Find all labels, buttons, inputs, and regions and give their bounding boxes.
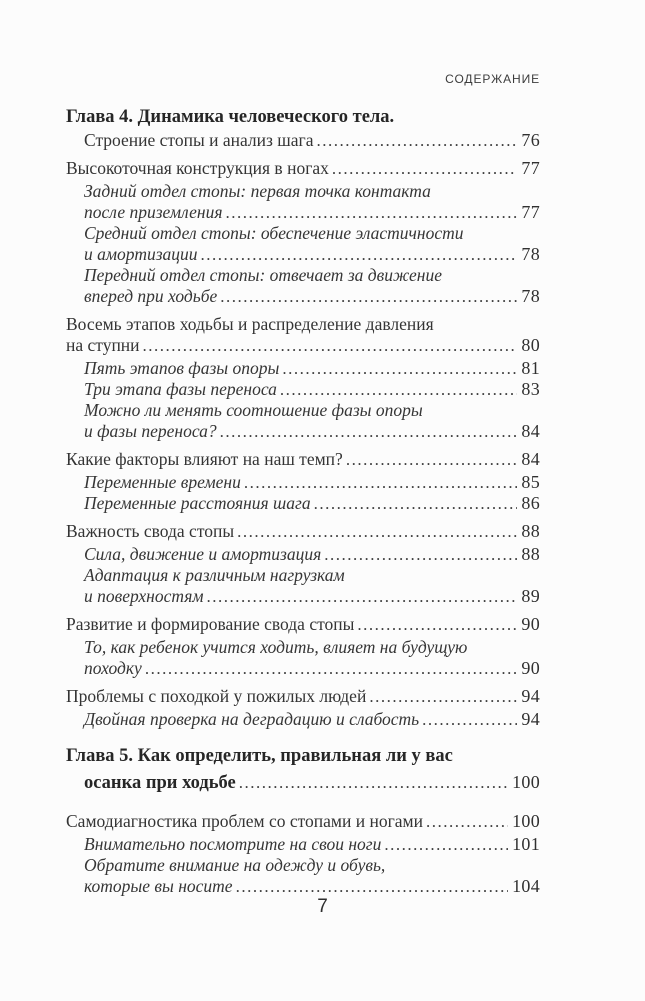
toc-entry	[66, 811, 540, 832]
toc-entry-line: Глава 4. Динамика человеческого тела.	[66, 107, 395, 127]
page-ref: 90	[521, 658, 540, 678]
toc-entry-line: Передний отдел стопы: отвечает за движение	[84, 265, 442, 285]
page-ref: 94	[521, 709, 540, 729]
toc-entry-line: Средний отдел стопы: обеспечение эластичности	[84, 223, 464, 243]
toc-entry-last-line	[84, 472, 540, 493]
page-ref: 78	[521, 244, 540, 264]
toc-entry-last-line	[84, 586, 540, 607]
page-ref: 85	[521, 472, 540, 492]
toc-entry	[84, 265, 540, 307]
toc-entry	[66, 104, 540, 130]
toc-entry-text: Самодиагностика проблем со стопами и ногами	[66, 811, 423, 831]
toc-entry-line: Восемь этапов ходьбы и распределение давления	[66, 314, 434, 334]
page-ref: 100	[512, 811, 540, 831]
toc-entry	[84, 472, 540, 493]
dot-leader	[236, 876, 509, 897]
toc-entry	[84, 565, 540, 607]
dot-leader	[384, 834, 508, 855]
dot-leader	[225, 202, 517, 223]
dot-leader	[316, 130, 517, 151]
toc-entry-last-line	[84, 358, 540, 379]
toc-entry-last-line	[84, 876, 540, 897]
dot-leader	[332, 158, 518, 179]
toc-entry-text: и поверхностям	[84, 586, 204, 606]
toc-entry-line: Задний отдел стопы: первая точка контакта	[84, 181, 431, 201]
toc-entry-text: походку	[84, 658, 142, 678]
toc-entry-last-line	[66, 811, 540, 832]
toc-entry-text: осанка при ходьбе	[84, 773, 236, 793]
page-ref: 88	[521, 521, 540, 541]
dot-leader	[220, 286, 517, 307]
toc-entry-text: Внимательно посмотрите на свои ноги	[84, 834, 382, 854]
toc-entry	[66, 521, 540, 542]
toc-entry	[84, 223, 540, 265]
page-ref: 86	[521, 493, 540, 513]
toc-entry-last-line	[66, 158, 540, 179]
toc-entry	[84, 181, 540, 223]
toc-entry-text: Строение стопы и анализ шага	[84, 130, 314, 150]
toc-entry-text: Пять этапов фазы опоры	[84, 358, 280, 378]
dot-leader	[346, 449, 518, 470]
dot-leader	[220, 421, 518, 442]
toc-entry-last-line	[84, 493, 540, 514]
page-ref: 84	[521, 421, 540, 441]
page-ref: 81	[521, 358, 540, 378]
toc-entry-last-line	[84, 709, 540, 730]
toc-entry-text: на ступни	[66, 335, 140, 355]
toc-entry-last-line	[66, 449, 540, 470]
toc-entry-text: Важность свода стопы	[66, 521, 235, 541]
toc-entry	[84, 400, 540, 442]
toc-entry	[66, 449, 540, 470]
page-ref: 100	[512, 772, 540, 792]
page-ref: 84	[521, 449, 540, 469]
toc-entry-line: Обратите внимание на одежду и обувь,	[84, 855, 386, 875]
toc-entry-line: Глава 5. Как определить, правильная ли у вас	[66, 746, 453, 766]
toc-entry-line: Можно ли менять соотношение фазы опоры	[84, 400, 423, 420]
dot-leader	[237, 521, 517, 542]
page-ref: 89	[521, 586, 540, 606]
table-of-contents	[66, 104, 540, 897]
toc-entry-last-line	[84, 130, 540, 151]
toc-entry-text: Высокоточная конструкция в ногах	[66, 158, 329, 178]
toc-entry-last-line	[84, 421, 540, 442]
page-ref: 76	[521, 130, 540, 150]
toc-entry	[66, 614, 540, 635]
dot-leader	[244, 472, 518, 493]
toc-entry	[66, 686, 540, 707]
toc-entry-last-line	[66, 335, 540, 356]
toc-entry-last-line	[66, 614, 540, 635]
toc-entry	[84, 709, 540, 730]
dot-leader	[145, 658, 518, 679]
toc-entry	[84, 379, 540, 400]
page-ref: 78	[521, 286, 540, 306]
page-ref: 77	[521, 158, 540, 178]
page-ref: 77	[521, 202, 540, 222]
toc-entry-text: Сила, движение и амортизация	[84, 544, 322, 564]
toc-entry-text: и фазы переноса?	[84, 421, 217, 441]
toc-entry-line: То, как ребенок учится ходить, влияет на будущую	[84, 637, 468, 657]
toc-entry-last-line	[66, 686, 540, 707]
dot-leader	[282, 358, 517, 379]
toc-entry-text: Переменные времени	[84, 472, 241, 492]
toc-entry-text: Переменные расстояния шага	[84, 493, 311, 513]
dot-leader	[280, 379, 517, 400]
toc-entry-last-line	[66, 521, 540, 542]
toc-entry	[84, 493, 540, 514]
toc-entry	[84, 544, 540, 565]
toc-entry-text: после приземления	[84, 202, 223, 222]
toc-entry-text: которые вы носите	[84, 876, 233, 896]
toc-entry-last-line	[84, 769, 540, 796]
toc-entry-text: и амортизации	[84, 244, 198, 264]
page-ref: 104	[512, 876, 540, 896]
toc-entry	[84, 358, 540, 379]
dot-leader	[324, 544, 517, 565]
toc-entry	[66, 158, 540, 179]
toc-entry-last-line	[84, 834, 540, 855]
toc-entry	[84, 834, 540, 855]
toc-entry-last-line	[84, 202, 540, 223]
dot-leader	[201, 244, 518, 265]
dot-leader	[422, 709, 517, 730]
toc-entry	[84, 637, 540, 679]
page-ref: 83	[521, 379, 540, 399]
toc-entry-line: Адаптация к различным нагрузкам	[84, 565, 345, 585]
dot-leader	[314, 493, 518, 514]
dot-leader	[207, 586, 518, 607]
page-ref: 90	[521, 614, 540, 634]
running-header: СОДЕРЖАНИЕ	[445, 72, 540, 86]
toc-entry-last-line	[84, 244, 540, 265]
page-ref: 80	[521, 335, 540, 355]
dot-leader	[239, 770, 508, 796]
toc-entry	[84, 130, 540, 151]
dot-leader	[369, 686, 517, 707]
folio-page-number: 7	[317, 896, 328, 917]
dot-leader	[426, 811, 508, 832]
dot-leader	[143, 335, 518, 356]
page-ref: 101	[512, 834, 540, 854]
page-ref: 94	[521, 686, 540, 706]
toc-entry-text: Проблемы с походкой у пожилых людей	[66, 686, 367, 706]
toc-entry-text: Три этапа фазы переноса	[84, 379, 277, 399]
toc-entry-text: Двойная проверка на деградацию и слабость	[84, 709, 420, 729]
toc-entry-last-line	[84, 286, 540, 307]
toc-entry-last-line	[84, 658, 540, 679]
toc-entry	[84, 855, 540, 897]
toc-entry-text: Развитие и формирование свода стопы	[66, 614, 355, 634]
toc-entry-text: Какие факторы влияют на наш темп?	[66, 449, 343, 469]
toc-entry-last-line	[84, 544, 540, 565]
dot-leader	[357, 614, 517, 635]
toc-entry-text: вперед при ходьбе	[84, 286, 218, 306]
page-ref: 88	[521, 544, 540, 564]
toc-entry-last-line	[84, 379, 540, 400]
toc-entry	[66, 314, 540, 356]
toc-entry	[66, 743, 540, 796]
